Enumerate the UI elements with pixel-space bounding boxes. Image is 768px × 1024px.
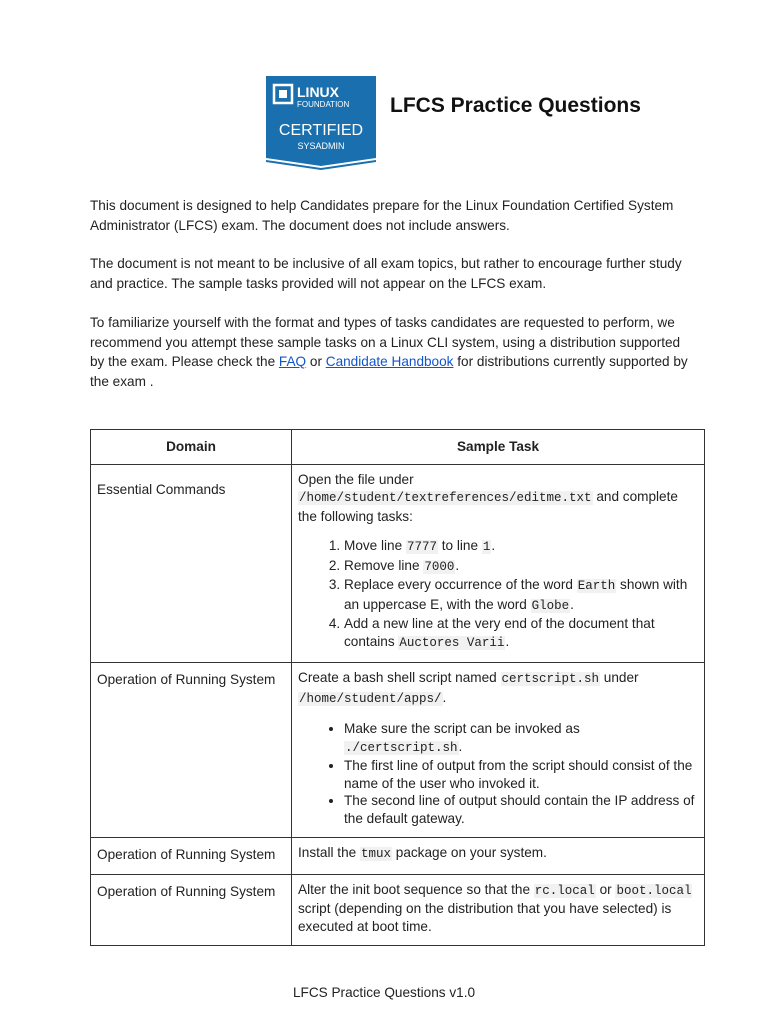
task-text: Install the — [298, 845, 360, 860]
task-text: Create a bash shell script named — [298, 670, 501, 685]
task-text: Alter the init boot sequence so that the — [298, 881, 534, 897]
task-text: under — [600, 670, 639, 685]
row-task-cell — [292, 874, 705, 946]
row-domain-text: Operation of Running System — [97, 847, 276, 862]
row-domain-cell — [91, 663, 292, 838]
list-item: 2. Remove line 7000. — [344, 557, 698, 577]
table-row — [91, 464, 705, 663]
logo-sysadmin-text: SYSADMIN — [297, 141, 345, 151]
row-domain-cell — [91, 874, 292, 946]
list-item: • Make sure the script can be invoked as ./certscript.sh. — [344, 720, 698, 757]
task-code: certscript.sh — [501, 672, 600, 686]
list-item: 3. Replace every occurrence of the word Earth shown with an uppercase E, with the word Globe. — [344, 576, 698, 615]
task-text: script (depending on the distribution that you have selected) is executed at boot time. — [298, 901, 672, 934]
row-domain-cell — [91, 838, 292, 875]
task-code: rc.local — [534, 883, 595, 898]
sample-task-column-header: Sample Task — [292, 430, 705, 465]
page-title: LFCS Practice Questions — [390, 94, 641, 117]
list-item: • The first line of output from the script should consist of the name of the user who invoked it. — [344, 757, 698, 792]
logo-certified-text: CERTIFIED — [278, 122, 364, 139]
row-task-cell — [292, 663, 705, 838]
list-item: 1. Move line 7777 to line 1. — [344, 537, 698, 557]
domain-column-header: Domain — [91, 430, 292, 465]
table-row — [91, 838, 705, 875]
list-item: 4. Add a new line at the very end of the document that contains Auctores Varii. — [344, 615, 698, 652]
row-domain-cell — [91, 464, 292, 663]
intro-p3-text-mid: or — [306, 354, 326, 369]
page-footer: LFCS Practice Questions v1.0 — [292, 985, 476, 1000]
table-header-row — [91, 430, 705, 465]
row-domain-text: Operation of Running System — [97, 883, 276, 899]
task-text: . — [442, 689, 447, 705]
intro-p3-text-after: for distributions currently supported by the exam . — [90, 354, 688, 389]
intro-paragraph-1: This document is designed to help Candidates prepare for the Linux Foundation Certified System Administrator (LFCS) exam. The document does not include answers. — [90, 198, 674, 233]
intro-p3-text-before: To familiarize yourself with the format and types of tasks candidates are requested to perform, we recommend you attempt these sample tasks on a Linux CLI system, using a distribution supported by the exam. Please check the — [90, 315, 681, 369]
faq-link[interactable]: FAQ — [278, 354, 307, 369]
task-code: /home/student/apps/ — [299, 691, 442, 706]
table-row — [91, 663, 705, 838]
row-domain-text: Operation of Running System — [97, 672, 276, 687]
task-text: Open the file under — [298, 471, 414, 487]
row-task-cell — [292, 464, 705, 663]
logo-foundation-text: FOUNDATION — [297, 100, 350, 109]
task-code: tmux — [360, 847, 391, 861]
task-text: or — [595, 881, 616, 897]
row-domain-text: Essential Commands — [97, 481, 226, 497]
row-task-cell — [292, 838, 705, 875]
task-steps-list — [298, 537, 698, 652]
task-text: and complete the following tasks: — [298, 489, 678, 524]
intro-paragraph-3 — [90, 313, 690, 391]
linux-foundation-certified-logo — [266, 76, 376, 170]
task-code: /home/student/textreferences/editme.txt — [299, 491, 592, 505]
candidate-handbook-link[interactable]: Candidate Handbook — [325, 354, 454, 369]
sample-tasks-table — [90, 429, 705, 946]
task-bullets-list — [298, 720, 698, 827]
intro-paragraph-2: The document is not meant to be inclusive of all exam topics, but rather to encourage further study and practice. The sample tasks provided will not appear on the LFCS exam. — [90, 256, 682, 291]
task-text: package on your system. — [391, 845, 547, 860]
table-row — [91, 874, 705, 946]
list-item: • The second line of output should contain the IP address of the default gateway. — [344, 792, 698, 827]
logo-linux-text: LINUX — [297, 84, 339, 100]
task-code: boot.local — [616, 883, 692, 898]
